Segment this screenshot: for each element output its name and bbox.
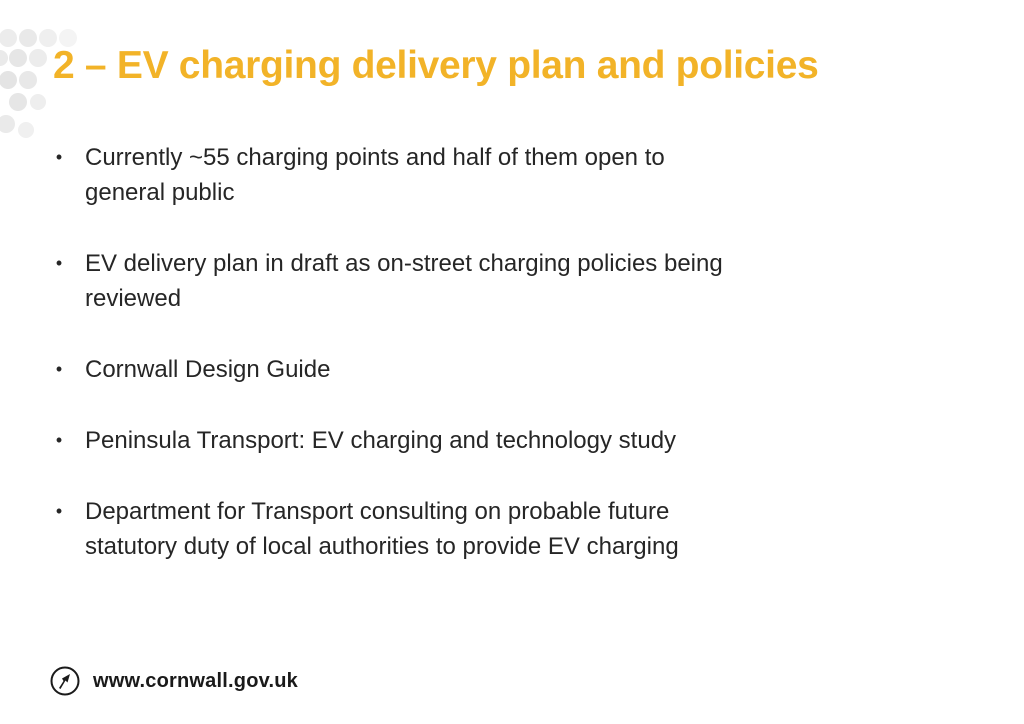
slide-title: 2 – EV charging delivery plan and policies [53,44,819,87]
cornwall-logo-icon [50,666,80,696]
bullet-point-icon: • [55,501,63,521]
bullet-item [52,494,952,564]
bullet-text-line: general public [85,179,235,206]
website-url[interactable]: www.cornwall.gov.uk [93,669,298,692]
bullet-item [52,423,952,458]
bullet-text-line: Department for Transport consulting on probable future [85,498,670,525]
bullet-item [52,140,952,210]
bullet-text-line: Currently ~55 charging points and half of them open to [85,144,665,171]
footer [50,664,298,698]
bullet-text-line: Peninsula Transport: EV charging and technology study [85,427,677,454]
bullet-item [52,246,952,316]
bullet-item [52,352,952,387]
bullet-point-icon: • [55,147,63,167]
bullet-text-line: Cornwall Design Guide [85,356,331,383]
bullet-text-line: statutory duty of local authorities to provide EV charging [85,533,679,560]
bullet-point-icon: • [55,253,63,273]
bullet-list [52,140,952,600]
bullet-text-line: reviewed [85,285,182,312]
bullet-text-line: EV delivery plan in draft as on-street charging policies being [85,250,723,277]
bullet-point-icon: • [55,359,63,379]
bullet-point-icon: • [55,430,63,450]
